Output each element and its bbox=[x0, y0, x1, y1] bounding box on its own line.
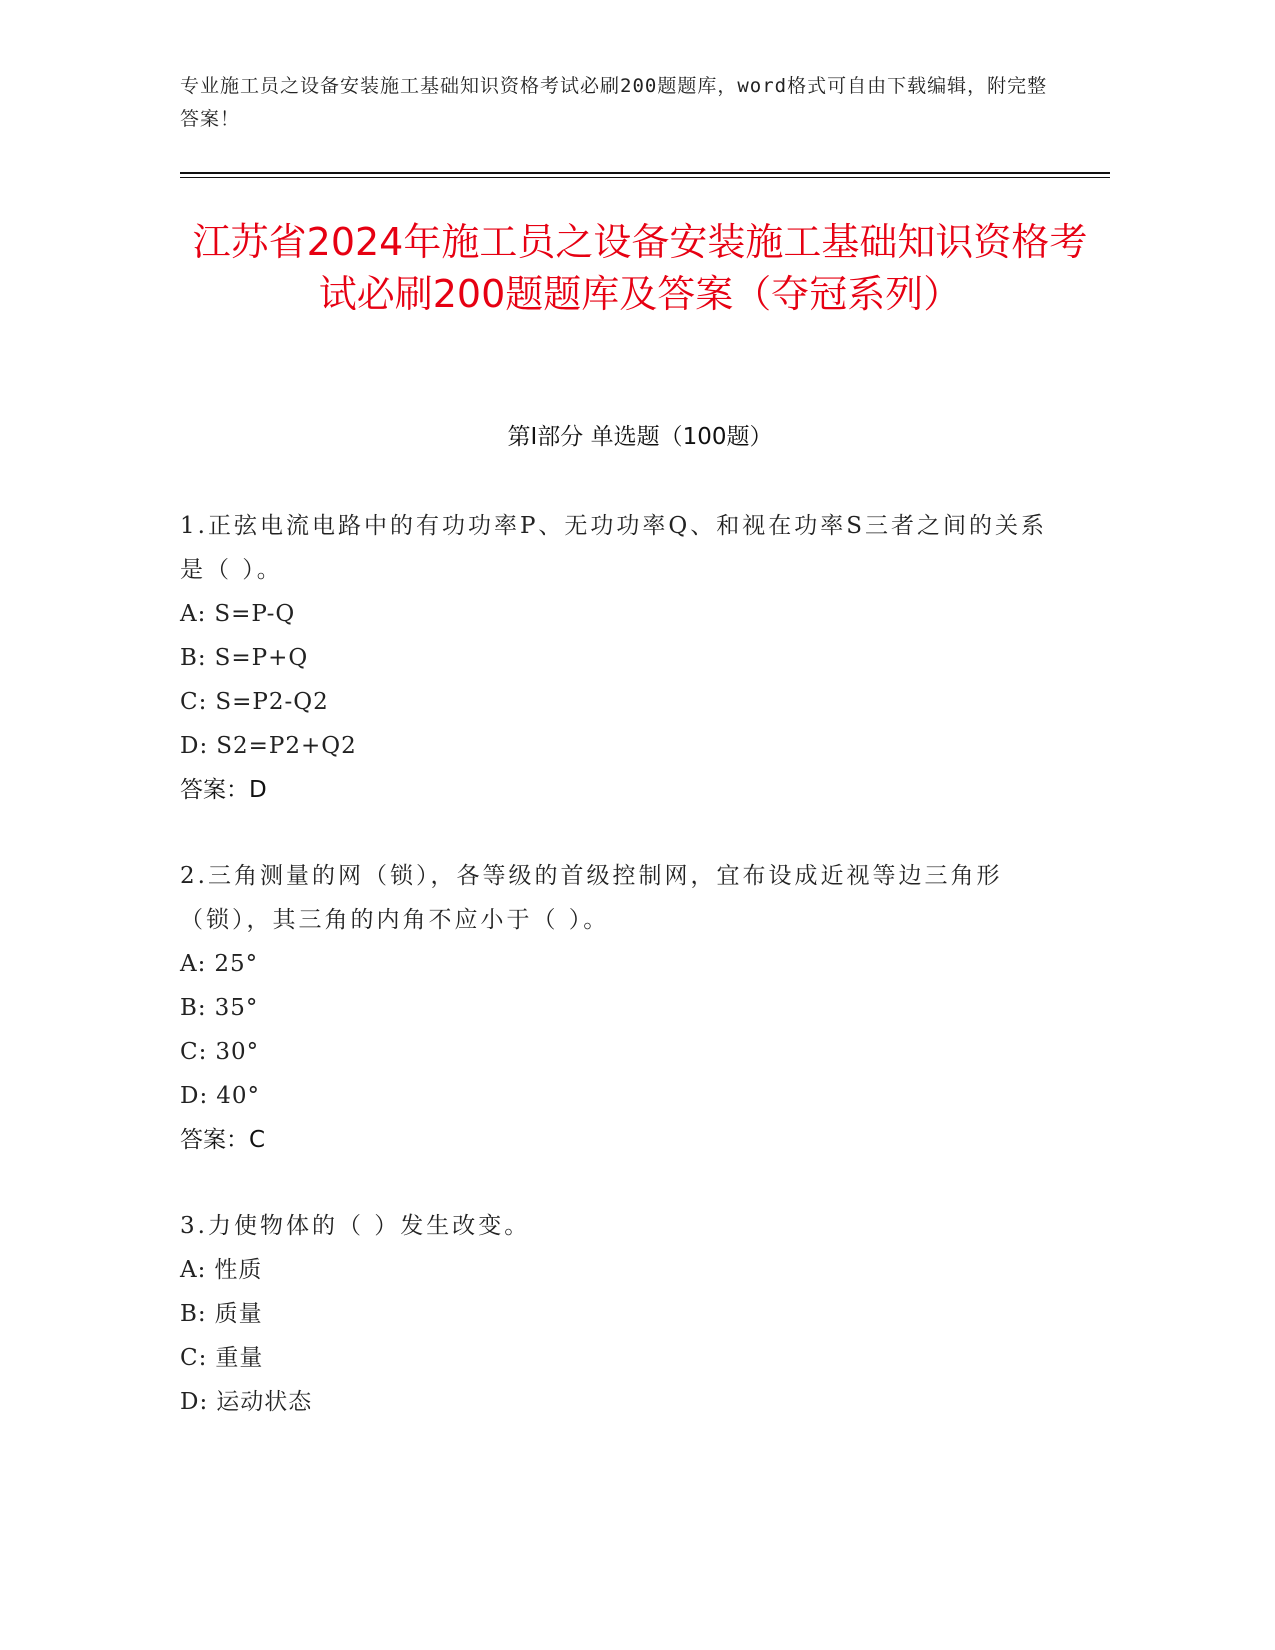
option-text: 25° bbox=[214, 951, 259, 977]
option-d bbox=[180, 1380, 1060, 1424]
option-text: S=P+Q bbox=[214, 645, 309, 671]
option-text: S=P-Q bbox=[214, 601, 296, 627]
option-label: B: bbox=[180, 645, 207, 671]
answer-line: 答案：D bbox=[180, 777, 267, 803]
option-d bbox=[180, 1074, 1060, 1118]
option-d bbox=[180, 724, 1060, 768]
option-label: D: bbox=[180, 733, 209, 759]
header-divider bbox=[180, 172, 1110, 178]
question-list bbox=[180, 504, 1060, 1466]
question-1 bbox=[180, 504, 1060, 812]
option-text: 30° bbox=[215, 1039, 260, 1065]
header-note: 专业施工员之设备安装施工基础知识资格考试必刷200题题库，word格式可自由下载编辑，附完整答案！ bbox=[180, 75, 1048, 130]
option-c bbox=[180, 1030, 1060, 1074]
question-stem: 2.三角测量的网（锁），各等级的首级控制网，宜布设成近视等边三角形（锁），其三角的内角不应小于（ ）。 bbox=[180, 863, 1003, 933]
option-b bbox=[180, 636, 1060, 680]
option-label: C: bbox=[180, 1039, 208, 1065]
option-label: A: bbox=[180, 951, 207, 977]
question-2 bbox=[180, 854, 1060, 1162]
option-a bbox=[180, 1248, 1060, 1292]
document-title: 江苏省2024年施工员之设备安装施工基础知识资格考试必刷200题题库及答案（夺冠系列） bbox=[192, 220, 1088, 316]
option-label: B: bbox=[180, 995, 207, 1021]
option-c bbox=[180, 1336, 1060, 1380]
question-3 bbox=[180, 1204, 1060, 1424]
option-a bbox=[180, 942, 1060, 986]
option-text: 40° bbox=[216, 1083, 260, 1109]
option-a bbox=[180, 592, 1060, 636]
option-label: C: bbox=[180, 1345, 208, 1371]
option-text: 质量 bbox=[214, 1301, 263, 1327]
option-label: D: bbox=[180, 1389, 209, 1415]
option-text: 运动状态 bbox=[216, 1389, 313, 1415]
question-stem: 3.力使物体的（ ）发生改变。 bbox=[180, 1213, 531, 1239]
question-stem: 1.正弦电流电路中的有功功率P、无功功率Q、和视在功率S三者之间的关系是（ ）。 bbox=[180, 513, 1048, 583]
option-b bbox=[180, 986, 1060, 1030]
option-label: B: bbox=[180, 1301, 207, 1327]
option-label: A: bbox=[180, 601, 207, 627]
option-label: A: bbox=[180, 1257, 207, 1283]
option-text: S=P2-Q2 bbox=[215, 689, 329, 715]
answer-line: 答案：C bbox=[180, 1127, 266, 1153]
option-text: 性质 bbox=[214, 1257, 263, 1283]
option-label: D: bbox=[180, 1083, 209, 1109]
section-heading: 第Ⅰ部分 单选题（100题） bbox=[507, 424, 773, 450]
option-text: 35° bbox=[214, 995, 259, 1021]
option-text: 重量 bbox=[215, 1345, 264, 1371]
option-text: S2=P2+Q2 bbox=[216, 733, 357, 759]
option-c bbox=[180, 680, 1060, 724]
option-b bbox=[180, 1292, 1060, 1336]
option-label: C: bbox=[180, 689, 208, 715]
